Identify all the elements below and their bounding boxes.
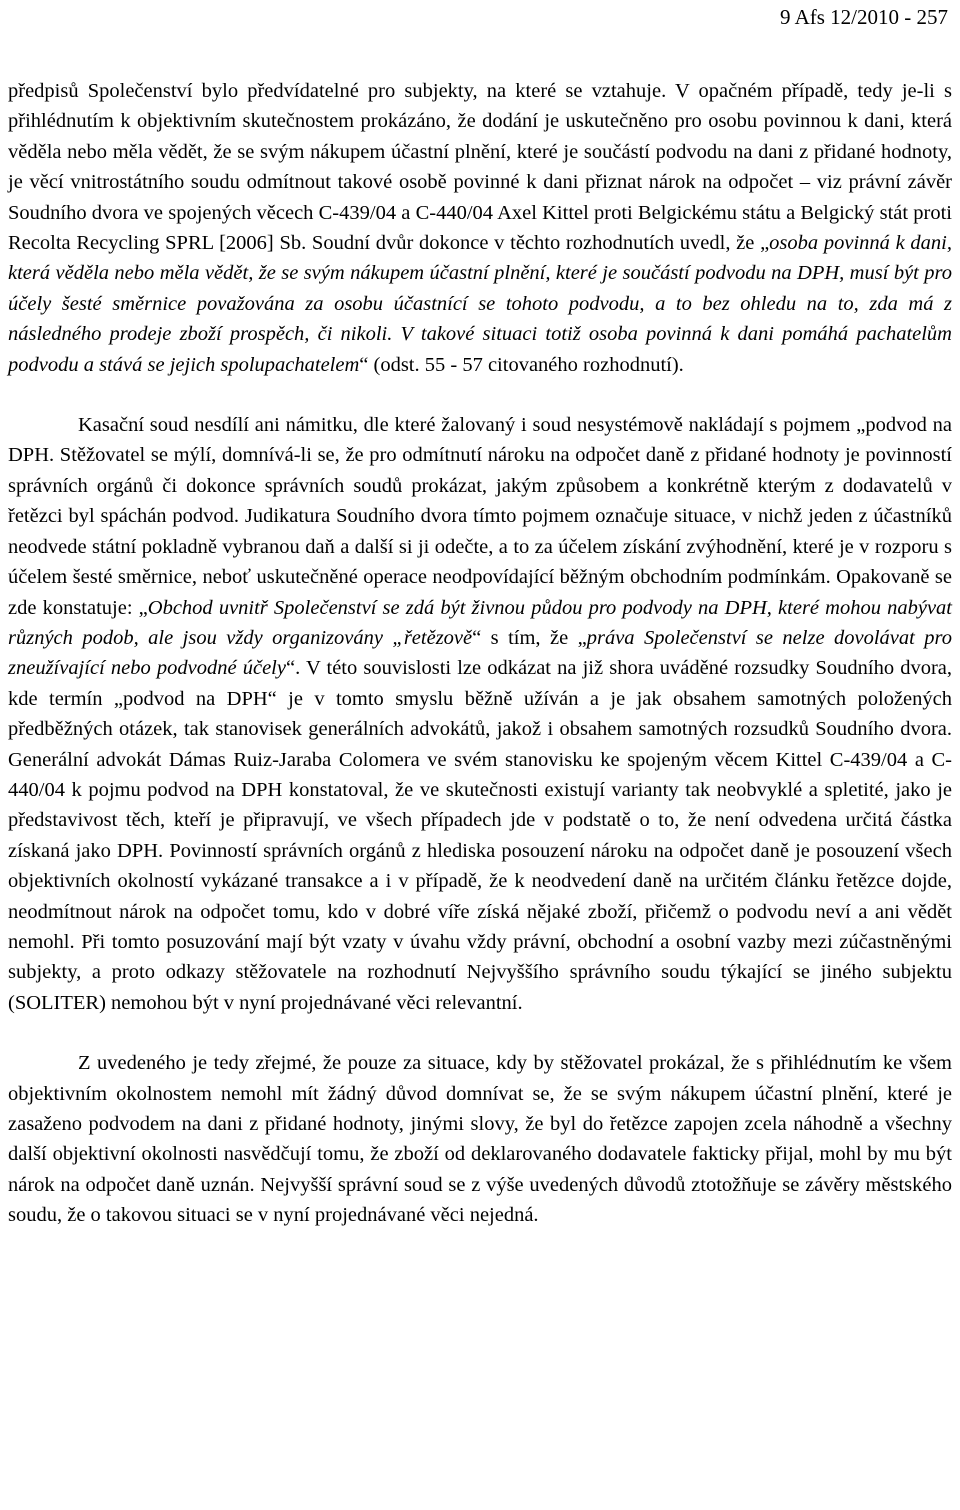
text-segment: Z uvedeného je tedy zřejmé, že pouze za situace, kdy by stěžovatel prokázal, že s přihlédnutím ke všem objektivním okolnostem nemohl mít žádný důvod domnívat se, že se svým nákupem účastní plnění, které je zasaženo podvodem na dani z přidané hodnoty, jinými slovy, že byl do řetězce zapojen zcela náhodně a všechny další objektivní okolnosti nasvědčují tomu, že zboží od deklarovaného dodavatele fakticky přijal, mohl by mu být nárok na odpočet daně uznán. Nejvyšší správní soud se z výše uvedených důvodů ztotožňuje se závěry městského soudu, že o takovou situaci se v nyní projednávané věci nejedná. [8,1052,952,1227]
paragraph-3 [8,1048,952,1230]
text-segment: “ s tím, že „ [472,626,587,649]
italic-quote: práva Společenství se nelze dovolávat pro zneužívající nebo podvodné účely [8,626,952,680]
text-segment: Kasační soud nesdílí ani námitku, dle které žalovaný i soud nesystémově nakládají s pojmem „podvod na DPH. Stěžovatel se mýlí, domnívá-li se, že pro odmítnutí nároku na odpočet daně z přidané hodnoty je povinností správních orgánů či dokonce správních soudů prokázat, jakým způsobem a konkrétně kterým z dodavatelů v řetězci byl spáchán podvod. Judikatura Soudního dvora tímto pojmem označuje situace, v nichž jeden z účastníků neodvede státní pokladně vybranou daň a další si ji odečte, a to za účelem získání zvýhodnění, které je v rozporu s účelem šesté směrnice, neboť uskutečněné operace neodpovídající běžným obchodním podmínkám. Opakovaně se zde konstatuje: „ [8,414,952,619]
paragraph-1 [8,76,952,380]
text-segment: “ (odst. 55 - 57 citovaného rozhodnutí). [359,353,684,376]
paragraph-2 [8,410,952,1018]
case-number-header: 9 Afs 12/2010 - 257 [780,5,948,29]
italic-quote: Obchod uvnitř Společenství se zdá být živnou půdou pro podvody na DPH, které mohou nabývat různých podob, ale jsou vždy organizovány „řetězově [8,596,952,649]
text-segment: “. V této souvislosti lze odkázat na již shora uváděné rozsudky Soudního dvora, kde termín „podvod na DPH“ je v tomto smyslu běžně užíván a je jak obsahem samotných položených předběžných otázek, tak stanovisek generálních advokátů, jakož i obsahem samotných rozsudků Soudního dvora. Generální advokát Dámas Ruiz-Jaraba Colomera ve svém stanovisku ke spojeným věcem Kittel C-439/04 a C-440/04 k pojmu podvod na DPH konstatoval, že ve skutečnosti existují varianty tak neobvyklé a spletité, jako je představivost těch, kteří je připravují, ve všech případech jde v podstatě o to, že není odvedena určitá částka získaná jako DPH. Povinností správních orgánů z hlediska posouzení nároku na odpočet daně je posouzení všech objektivních okolností vykázané transakce a i v případě, že k neodvedení daně na určitém článku řetězce dojde, neodmítnout nárok na odpočet tomu, kdo v dobré víře získá nějaké zboží, přičemž o podvodu neví a ani vědět nemohl. Při tomto posuzování mají být vzaty v úvahu vždy právní, obchodní a osobní vazby mezi zúčastněnými subjekty, a proto odkazy stěžovatele na rozhodnutí Nejvyššího správního soudu týkající se jiného subjektu (SOLITER) nemohou být v nyní projednávané věci relevantní. [8,657,952,1014]
text-segment: předpisů Společenství bylo předvídatelné pro subjekty, na které se vztahuje. V opačném případě, tedy je-li s přihlédnutím k objektivním skutečnostem prokázáno, že dodání je uskutečněno pro osobu povinnou k dani, která věděla nebo měla vědět, že se svým nákupem účastní plnění, které je součástí podvodu na dani z přidané hodnoty, je věcí vnitrostátního soudu odmítnout takové osobě povinné k dani přiznat nárok na odpočet – viz právní závěr Soudního dvora ve spojených věcech C-439/04 a C-440/04 Axel Kittel proti Belgickému státu a Belgický stát proti Recolta Recycling SPRL [2006] Sb. Soudní dvůr dokonce v těchto rozhodnutích uvedl, že „ [8,80,952,255]
document-body [8,76,952,1231]
italic-quote: osoba povinná k dani, která věděla nebo měla vědět, že se svým nákupem účastní plnění, které je součástí podvodu na DPH, musí být pro účely šesté směrnice považována za osobu účastnící se tohoto podvodu, a to bez ohledu na to, zda má z následného prodeje zboží prospěch, či nikoli. V takové situaci totiž osoba povinná k dani pomáhá pachatelům podvodu a stává se jejich spolupachatelem [8,232,952,376]
